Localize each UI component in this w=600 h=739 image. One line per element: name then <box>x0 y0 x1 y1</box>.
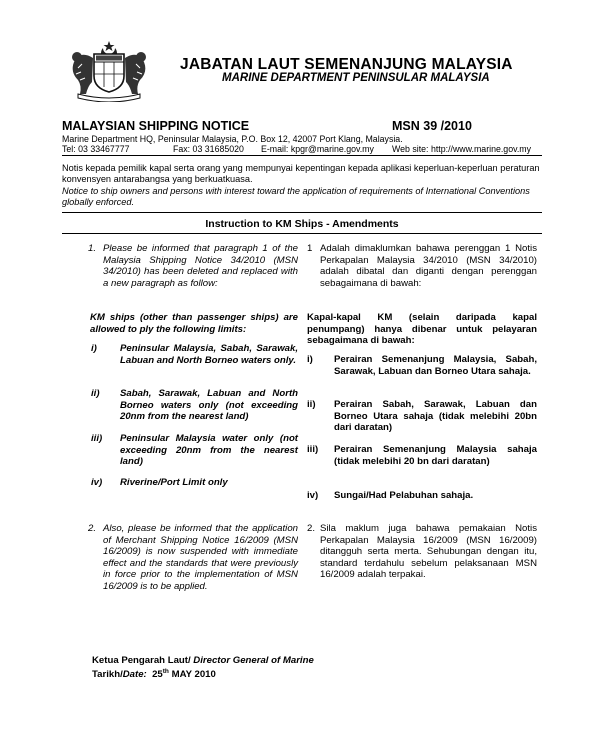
department-subtitle: MARINE DEPARTMENT PENINSULAR MALAYSIA <box>222 72 490 84</box>
date-suffix: th <box>162 668 169 675</box>
para1-english-text: Please be informed that paragraph 1 of the Malaysia Shipping Notice 34/2010 (MSN 34/2010) has been deleted and replaced with a new paragraph as follow: <box>103 243 298 289</box>
para2-english <box>90 523 298 593</box>
signature-title <box>92 655 314 666</box>
item2-number-ms: ii) <box>307 399 316 410</box>
section-divider-bottom <box>62 233 542 234</box>
item2-english: Sabah, Sarawak, Labuan and North Borneo waters only (not exceeding 20nm from the nearest land) <box>120 388 298 423</box>
telephone: Tel: 03 33467777 <box>62 144 130 154</box>
limits-intro-english: KM ships (other than passenger ships) are allowed to ply the following limits: <box>90 312 298 335</box>
item1-malay: Perairan Semenanjung Malaysia, Sabah, Sarawak, Labuan dan Borneo Utara sahaja. <box>334 354 537 377</box>
item1-english: Peninsular Malaysia, Sabah, Sarawak, Labuan and North Borneo waters only. <box>120 343 298 366</box>
date-label-malay: Tarikh/ <box>92 669 123 681</box>
intro-english: Notice to ship owners and persons with interest toward the application of requirements of International Conventions globally enforced. <box>62 185 530 207</box>
para1-number-ms: 1 <box>307 243 313 254</box>
coat-of-arms-crest <box>60 40 160 102</box>
website-link[interactable]: Web site: http://www.marine.gov.my <box>392 144 532 154</box>
date-label-english: Date: <box>122 669 147 681</box>
section-divider-top <box>62 212 542 213</box>
email-link[interactable]: E-mail: kpgr@marine.gov.my <box>261 144 374 154</box>
date-month-year: MAY 2010 <box>171 669 216 681</box>
item4-malay: Sungai/Had Pelabuhan sahaja. <box>334 490 474 501</box>
item2-number-en: ii) <box>91 388 100 399</box>
para2-english-text: Also, please be informed that the application of Merchant Shipping Notice 16/2009 (MSN 16/2009) is now suspended with immediate effect and the standards that were previously in force prior to the implementation of MSN 16/2009 is to be applied. <box>103 523 298 592</box>
para1-malay <box>307 243 537 289</box>
para1-malay-text: Adalah dimaklumkan bahawa perenggan 1 Notis Perkapalan Malaysia 34/2010 (MSN 34/2010) adalah dibatal dan diganti dengan perenggan sebagaimana di bawah: <box>320 243 537 289</box>
item3-malay: Perairan Semenanjung Malaysia sahaja (tidak melebihi 20 bn dari daratan) <box>334 444 537 467</box>
para2-malay <box>307 523 537 581</box>
signature-title-malay: Ketua Pengarah Laut/ <box>92 655 191 666</box>
item4-number-ms: iv) <box>307 490 319 501</box>
item3-number-ms: iii) <box>307 444 319 455</box>
item3-number-en: iii) <box>91 433 103 444</box>
para2-number-en: 2. <box>88 523 97 534</box>
para1-english <box>90 243 298 289</box>
item4-number-en: iv) <box>91 477 103 488</box>
section-title: Instruction to KM Ships - Amendments <box>205 218 399 230</box>
address-line: Marine Department HQ, Peninsular Malaysia, P.O. Box 12, 42007 Port Klang, Malaysia. <box>62 134 403 144</box>
date-day: 25 <box>152 669 163 681</box>
para2-number-ms: 2. <box>307 523 316 534</box>
para2-malay-text: Sila maklum juga bahawa pemakaian Notis Perkapalan Malaysia 16/2009 (MSN 16/2009) ditangguh serta merta. Sehubungan dengan itu, standard terdahulu sebelum pelaksanaan MSN 16/2009 adalah terpakai. <box>320 523 537 581</box>
intro-malay: Notis kepada pemilik kapal serta orang yang mempunyai kepentingan kepada aplikasi keperluan-keperluan peraturan konvensyen antarabangsa yang berkuatkuasa. <box>62 163 540 185</box>
signature-title-english: Director General of Marine <box>193 655 314 666</box>
para1-number-en: 1. <box>88 243 97 254</box>
item3-english: Peninsular Malaysia water only (not exceeding 20nm from the nearest land) <box>120 433 298 468</box>
header-divider <box>62 155 542 156</box>
item4-english: Riverine/Port Limit only <box>120 477 228 488</box>
signature-date <box>92 668 216 680</box>
limits-intro-malay: Kapal-kapal KM (selain daripada kapal penumpang) hanya dibenar untuk pelayaran sebagaimana di bawah: <box>307 312 537 347</box>
notice-title: MALAYSIAN SHIPPING NOTICE <box>62 119 250 133</box>
item2-malay: Perairan Sabah, Sarawak, Labuan dan Borneo Utara sahaja (tidak melebihi 20bn dari daratan) <box>334 399 537 434</box>
item1-number-ms: i) <box>307 354 313 365</box>
item1-number-en: i) <box>91 343 97 354</box>
department-title: JABATAN LAUT SEMENANJUNG MALAYSIA <box>180 56 513 73</box>
fax: Fax: 03 31685020 <box>173 144 244 154</box>
intro-block <box>62 163 544 208</box>
notice-number: MSN 39 /2010 <box>392 119 472 133</box>
